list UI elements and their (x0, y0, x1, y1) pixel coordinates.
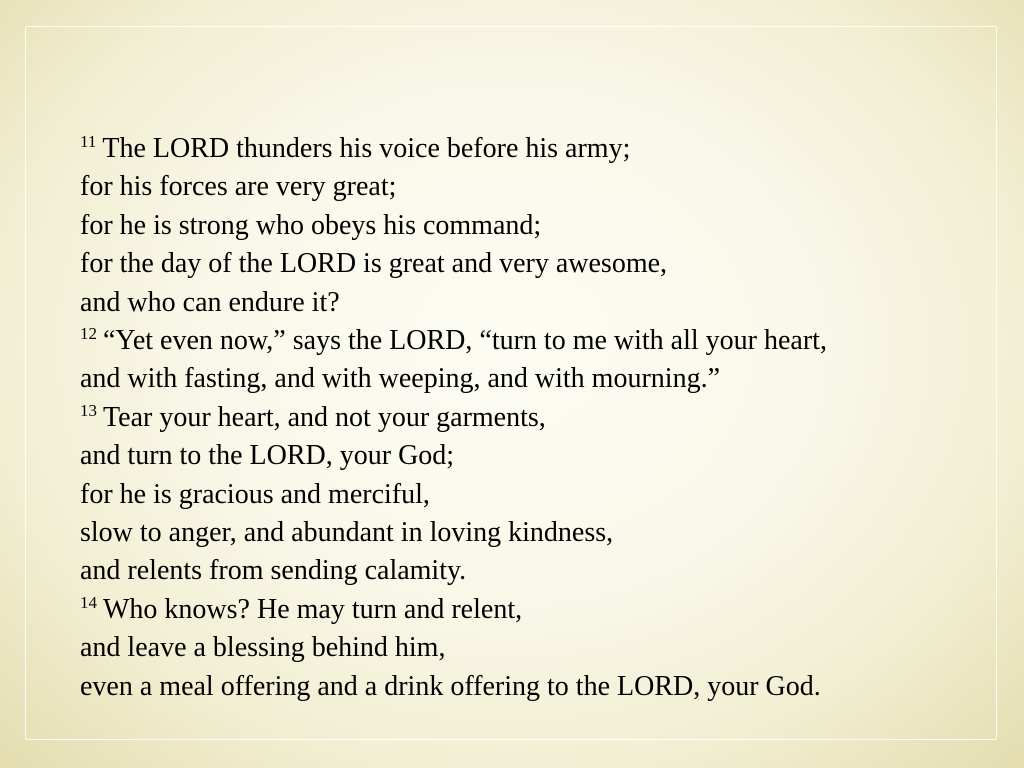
line-text: and with fasting, and with weeping, and with mourning.” (80, 363, 720, 395)
passage-line (80, 360, 1000, 398)
passage-line (80, 207, 1000, 245)
line-text: for his forces are very great; (80, 171, 397, 203)
line-text: for the day of the LORD is great and very awesome, (80, 248, 668, 280)
line-text: Who knows? He may turn and relent, (103, 593, 523, 625)
passage-line (80, 245, 1000, 283)
line-text: and who can endure it? (80, 286, 340, 318)
line-text: for he is gracious and merciful, (80, 478, 430, 510)
passage-line (80, 668, 1000, 706)
line-text: and leave a blessing behind him, (80, 632, 446, 664)
passage-line (80, 168, 1000, 206)
passage-line (80, 399, 1000, 437)
verse-number: 11 (80, 132, 97, 151)
verse-number: 13 (80, 400, 97, 420)
line-text: slow to anger, and abundant in loving kindness, (80, 517, 614, 549)
passage-line (80, 629, 1000, 667)
verse-number: 12 (80, 324, 97, 344)
passage-line (80, 284, 1000, 322)
passage-line (80, 476, 1000, 514)
verse-number: 14 (80, 592, 97, 612)
passage-line (80, 437, 1000, 475)
line-text: Tear your heart, and not your garments, (103, 401, 546, 433)
passage-line (80, 514, 1000, 552)
passage-line (80, 552, 1000, 590)
passage-line (80, 591, 1000, 629)
line-text: for he is strong who obeys his command; (80, 209, 542, 241)
line-text: even a meal offering and a drink offering to the LORD, your God. (80, 670, 821, 702)
line-text: The LORD thunders his voice before his army; (102, 133, 631, 164)
line-text: and turn to the LORD, your God; (80, 440, 455, 472)
passage-line (80, 322, 1000, 360)
passage-line (80, 130, 1000, 168)
scripture-passage (80, 130, 1000, 706)
line-text: “Yet even now,” says the LORD, “turn to me with all your heart, (103, 325, 827, 357)
line-text: and relents from sending calamity. (80, 555, 467, 587)
